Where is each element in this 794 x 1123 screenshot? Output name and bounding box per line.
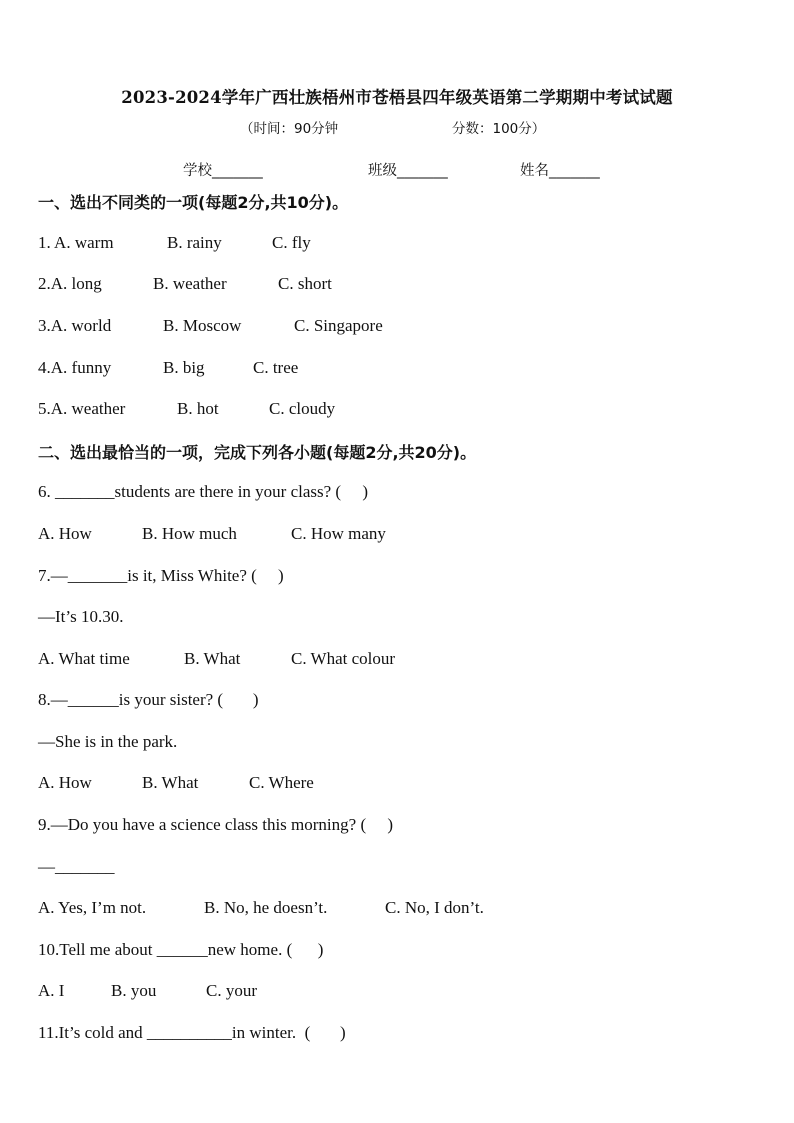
q7-reply: —It’s 10.30. xyxy=(38,607,124,626)
q6-option-c: C. How many xyxy=(291,524,386,543)
q9-option-b: B. No, he doesn’t. xyxy=(204,898,328,917)
q1-option-c: C. fly xyxy=(272,233,311,252)
q10-option-c: C. your xyxy=(206,981,257,1000)
q4-option-b: B. big xyxy=(163,358,205,377)
school-field: 学校_______ xyxy=(183,163,263,179)
q3-option-b: B. Moscow xyxy=(163,316,242,335)
q10-question: 10.Tell me about ______new home. ( ) xyxy=(38,940,324,959)
q8-question: 8.—______is your sister? ( ) xyxy=(38,690,259,709)
q9-question: 9.—Do you have a science class this morning? ( ) xyxy=(38,815,394,834)
q7-option-a: A. What time xyxy=(38,649,130,668)
q2-option-b: B. weather xyxy=(153,274,227,293)
section-1-heading: 一、选出不同类的一项(每题2分,共10分)。 xyxy=(38,193,349,212)
section-2-heading: 二、选出最恰当的一项，完成下列各小题(每题2分,共20分)。 xyxy=(38,443,477,462)
q5-option-a: 5.A. weather xyxy=(38,399,126,418)
q9-option-c: C. No, I don’t. xyxy=(385,898,484,917)
q5-option-b: B. hot xyxy=(177,399,219,418)
q9-option-a: A. Yes, I’m not. xyxy=(38,898,147,917)
q2-option-c: C. short xyxy=(278,274,332,293)
q8-option-a: A. How xyxy=(38,773,92,792)
q1-option-b: B. rainy xyxy=(167,233,222,252)
q1-option-a: 1. A. warm xyxy=(38,233,114,252)
q3-option-a: 3.A. world xyxy=(38,316,112,335)
q8-option-c: C. Where xyxy=(249,773,314,792)
q11-question: 11.It’s cold and __________in winter. ( ) xyxy=(38,1023,346,1042)
q4-option-c: C. tree xyxy=(253,358,299,377)
q7-option-c: C. What colour xyxy=(291,649,396,668)
q6-question: 6. _______students are there in your class? ( ) xyxy=(38,482,368,501)
exam-title: 2023-2024学年广西壮族梧州市苍梧县四年级英语第二学期期中考试试题 xyxy=(121,88,673,107)
q10-option-b: B. you xyxy=(111,981,157,1000)
q5-option-c: C. cloudy xyxy=(269,399,336,418)
q7-option-b: B. What xyxy=(184,649,241,668)
q9-reply: —_______ xyxy=(38,857,115,876)
q8-reply: —She is in the park. xyxy=(38,732,178,751)
q4-option-a: 4.A. funny xyxy=(38,358,112,377)
q7-question: 7.—_______is it, Miss White? ( ) xyxy=(38,566,284,585)
q6-option-b: B. How much xyxy=(142,524,237,543)
q2-option-a: 2.A. long xyxy=(38,274,102,293)
exam-score: 分数：100分） xyxy=(452,121,546,137)
q3-option-c: C. Singapore xyxy=(294,316,383,335)
exam-time: （时间：90分钟 xyxy=(240,121,339,137)
class-field: 班级_______ xyxy=(368,163,448,179)
q6-option-a: A. How xyxy=(38,524,92,543)
q8-option-b: B. What xyxy=(142,773,199,792)
q10-option-a: A. I xyxy=(38,981,65,1000)
name-field: 姓名_______ xyxy=(520,163,600,179)
